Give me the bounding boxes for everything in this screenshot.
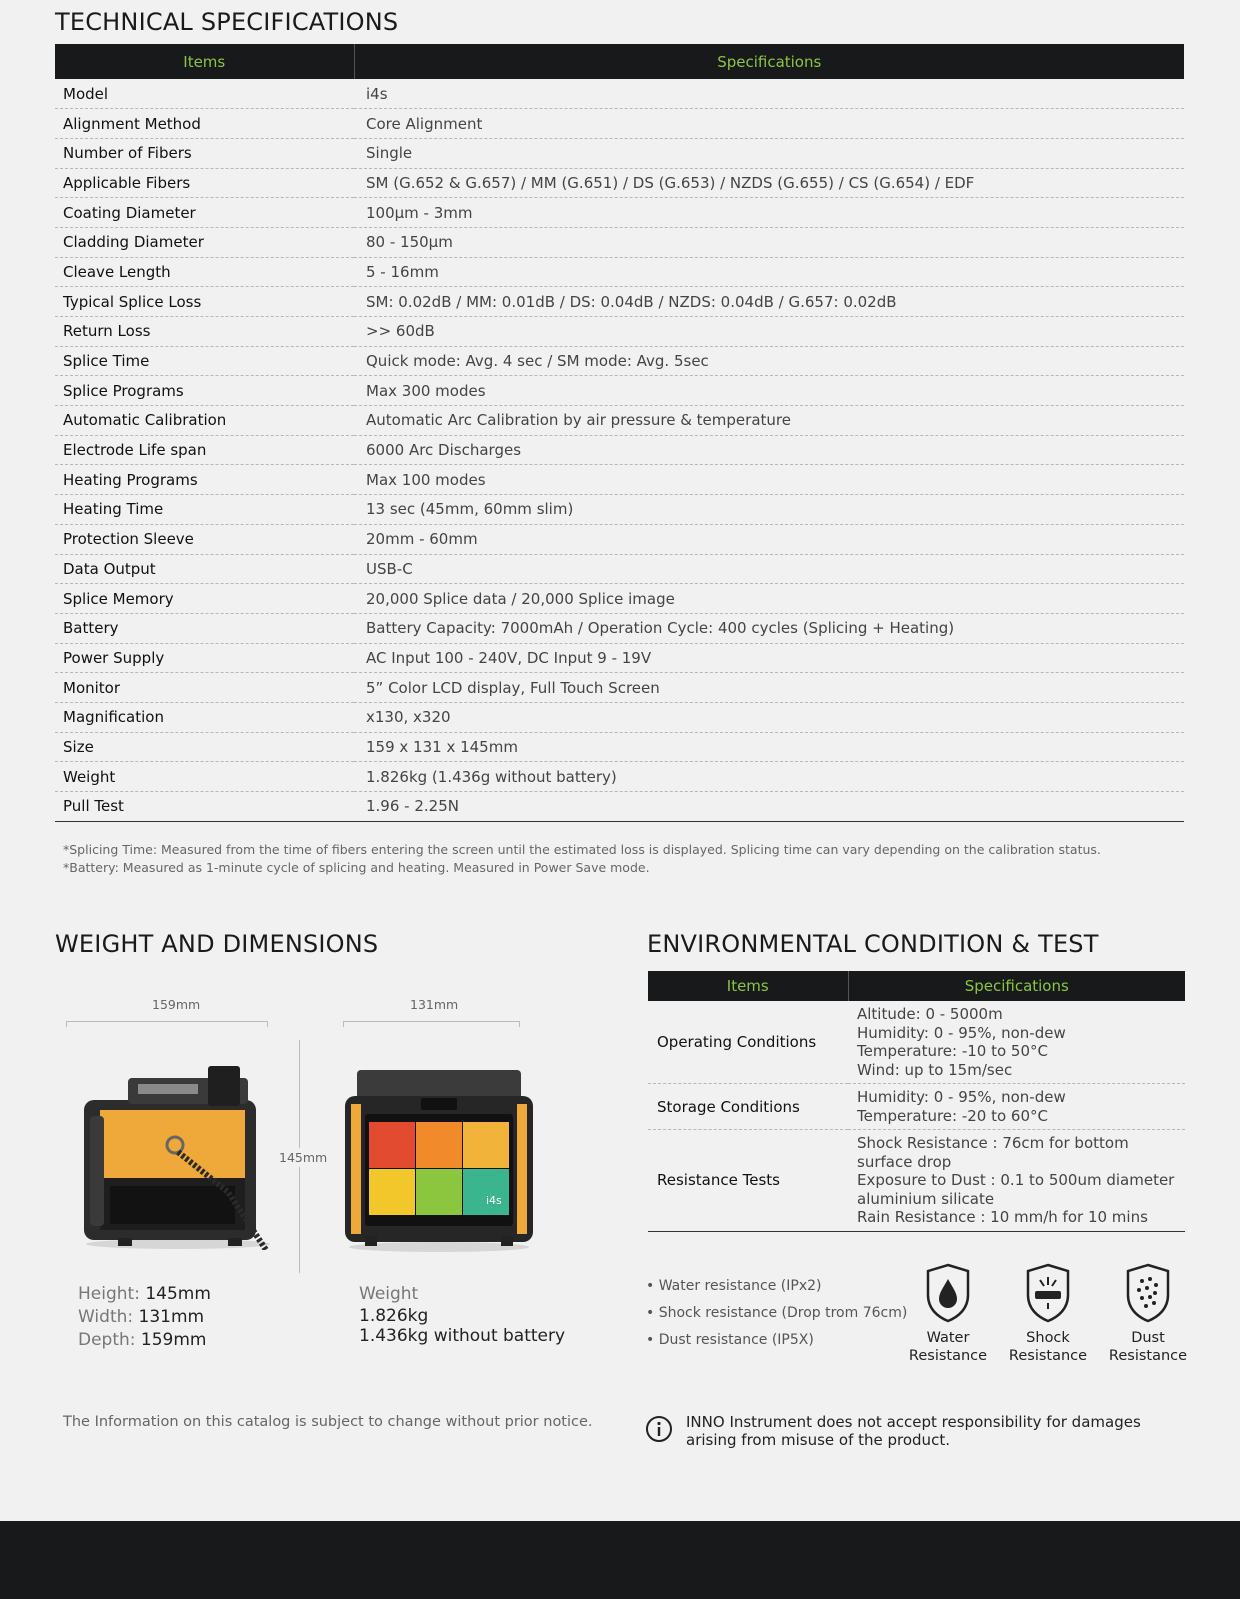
spec-item-label: Heating Time	[55, 495, 354, 525]
spec-item-value: 5” Color LCD display, Full Touch Screen	[354, 673, 1184, 703]
water-badge-line1: Water	[926, 1330, 970, 1346]
spec-item-value: Max 100 modes	[354, 465, 1184, 495]
weight-label: Weight	[359, 1284, 419, 1304]
width-label: Width:	[78, 1307, 134, 1327]
screen-logo-text: i4s	[486, 1194, 502, 1207]
spec-table-header	[55, 44, 1184, 79]
spec-item-label: Heating Programs	[55, 465, 354, 495]
spec-item-value: 13 sec (45mm, 60mm slim)	[354, 495, 1184, 525]
env-item-label: Resistance Tests	[648, 1130, 848, 1232]
weight-dimensions-title: WEIGHT AND DIMENSIONS	[55, 930, 379, 958]
spec-row	[55, 465, 1184, 495]
spec-item-value: x130, x320	[354, 702, 1184, 732]
depth-value: 159mm	[140, 1330, 207, 1350]
spec-row	[55, 584, 1184, 614]
bullet-water: • Water resistance (IPx2)	[646, 1278, 822, 1294]
env-value-line: Humidity: 0 - 95%, non-dew	[857, 1088, 1066, 1106]
width-dimension-line	[343, 1021, 520, 1022]
dust-icon	[1125, 1263, 1171, 1323]
spec-row	[55, 287, 1184, 317]
spec-row	[55, 257, 1184, 287]
env-row	[648, 1130, 1185, 1232]
spec-row	[55, 732, 1184, 762]
footer-bar	[0, 1521, 1240, 1599]
spec-row	[55, 643, 1184, 673]
spec-item-label: Cleave Length	[55, 257, 354, 287]
bullet-dust: • Dust resistance (IP5X)	[646, 1332, 814, 1348]
env-item-value	[848, 1084, 1185, 1130]
spec-item-value: i4s	[354, 79, 1184, 109]
spec-item-value: 20mm - 60mm	[354, 524, 1184, 554]
env-item-value	[848, 1001, 1185, 1084]
spec-row	[55, 317, 1184, 347]
device-side-view-image	[78, 1060, 283, 1250]
depth-dimension-line	[66, 1021, 268, 1022]
spec-item-value: 6000 Arc Discharges	[354, 435, 1184, 465]
spec-row	[55, 524, 1184, 554]
spec-row	[55, 168, 1184, 198]
spec-item-value: 20,000 Splice data / 20,000 Splice image	[354, 584, 1184, 614]
spec-item-label: Power Supply	[55, 643, 354, 673]
spec-item-label: Alignment Method	[55, 109, 354, 139]
depth-stat	[78, 1329, 207, 1352]
spec-row	[55, 762, 1184, 792]
environment-table	[648, 971, 1185, 1232]
spec-row	[55, 198, 1184, 228]
spec-item-label: Pull Test	[55, 792, 354, 822]
spec-item-label: Splice Memory	[55, 584, 354, 614]
spec-item-value: Max 300 modes	[354, 376, 1184, 406]
spec-item-label: Size	[55, 732, 354, 762]
col-specs-header: Specifications	[354, 44, 1184, 79]
shock-badge-line2: Resistance	[1008, 1348, 1088, 1364]
dust-resistance-badge	[1103, 1263, 1193, 1365]
spec-row	[55, 138, 1184, 168]
spec-item-value: 1.826kg (1.436g without battery)	[354, 762, 1184, 792]
weight-value: 1.826kg	[359, 1306, 429, 1326]
environmental-title: ENVIRONMENTAL CONDITION & TEST	[647, 930, 1099, 958]
spec-item-label: Coating Diameter	[55, 198, 354, 228]
spec-item-value: Quick mode: Avg. 4 sec / SM mode: Avg. 5sec	[354, 346, 1184, 376]
spec-item-label: Protection Sleeve	[55, 524, 354, 554]
tech-spec-title: TECHNICAL SPECIFICATIONS	[55, 8, 399, 36]
spec-row	[55, 792, 1184, 822]
shock-badge-line1: Shock	[1026, 1330, 1070, 1346]
water-resistance-badge	[903, 1263, 993, 1365]
spec-row	[55, 435, 1184, 465]
spec-item-label: Weight	[55, 762, 354, 792]
width-stat	[78, 1306, 204, 1329]
env-value-line: Wind: up to 15m/sec	[857, 1060, 1013, 1079]
spec-item-value: SM: 0.02dB / MM: 0.01dB / DS: 0.04dB / NZDS: 0.04dB / G.657: 0.02dB	[354, 287, 1184, 317]
spec-item-value: 80 - 150μm	[354, 227, 1184, 257]
spec-row	[55, 702, 1184, 732]
spec-item-label: Battery	[55, 613, 354, 643]
shock-icon	[1025, 1263, 1071, 1323]
spec-item-value: 5 - 16mm	[354, 257, 1184, 287]
env-value-line: Shock Resistance : 76cm for bottom surface drop	[857, 1134, 1129, 1171]
env-row	[648, 1084, 1185, 1130]
battery-note: *Battery: Measured as 1-minute cycle of splicing and heating. Measured in Power Save mode.	[63, 860, 650, 875]
spec-item-value: Automatic Arc Calibration by air pressure & temperature	[354, 406, 1184, 436]
spec-row	[55, 673, 1184, 703]
spec-item-label: Electrode Life span	[55, 435, 354, 465]
height-dimension-label: 145mm	[279, 1150, 328, 1165]
spec-item-value: 159 x 131 x 145mm	[354, 732, 1184, 762]
spec-item-label: Monitor	[55, 673, 354, 703]
spec-item-label: Number of Fibers	[55, 138, 354, 168]
weight-without-battery: 1.436kg without battery	[359, 1326, 566, 1346]
device-front-view-image	[343, 1070, 535, 1252]
spec-row	[55, 346, 1184, 376]
height-label: Height:	[78, 1284, 140, 1304]
env-item-label: Storage Conditions	[648, 1084, 848, 1130]
responsibility-disclaimer: INNO Instrument does not accept responsibility for damages arising from misuse of the product.	[686, 1413, 1141, 1449]
width-value: 131mm	[138, 1307, 205, 1327]
env-item-value	[848, 1130, 1185, 1232]
depth-dimension-label: 159mm	[152, 997, 201, 1012]
spec-table	[55, 44, 1184, 822]
height-value: 145mm	[145, 1284, 211, 1304]
env-item-label: Operating Conditions	[648, 1001, 848, 1084]
env-value-line: Humidity: 0 - 95%, non-dew	[857, 1023, 1066, 1042]
spec-row	[55, 406, 1184, 436]
height-stat	[78, 1283, 211, 1306]
spec-item-value: 100μm - 3mm	[354, 198, 1184, 228]
spec-item-value: Battery Capacity: 7000mAh / Operation Cycle: 400 cycles (Splicing + Heating)	[354, 613, 1184, 643]
spec-item-label: Splice Time	[55, 346, 354, 376]
width-dimension-label: 131mm	[410, 997, 459, 1012]
spec-item-label: Splice Programs	[55, 376, 354, 406]
env-value-line: Altitude: 0 - 5000m	[857, 1005, 1003, 1023]
spec-row	[55, 79, 1184, 109]
dust-badge-line1: Dust	[1131, 1330, 1165, 1346]
env-value-line: Temperature: -10 to 50°C	[857, 1042, 1048, 1060]
env-table-header	[648, 971, 1185, 1001]
env-value-line: Rain Resistance : 10 mm/h for 10 mins	[857, 1208, 1148, 1226]
env-row	[648, 1001, 1185, 1084]
spec-item-label: Model	[55, 79, 354, 109]
spec-item-label: Magnification	[55, 702, 354, 732]
spec-item-value: Core Alignment	[354, 109, 1184, 139]
info-icon	[645, 1415, 673, 1443]
col-items-header: Items	[55, 44, 354, 79]
spec-item-label: Return Loss	[55, 317, 354, 347]
spec-item-value: SM (G.652 & G.657) / MM (G.651) / DS (G.653) / NZDS (G.655) / CS (G.654) / EDF	[354, 168, 1184, 198]
dust-badge-line2: Resistance	[1108, 1348, 1188, 1364]
env-col-specs-header: Specifications	[848, 971, 1185, 1001]
spec-item-label: Automatic Calibration	[55, 406, 354, 436]
spec-row	[55, 613, 1184, 643]
env-col-items-header: Items	[648, 971, 848, 1001]
spec-row	[55, 227, 1184, 257]
spec-item-value: USB-C	[354, 554, 1184, 584]
env-value-line: Exposure to Dust : 0.1 to 500um diameter aluminium silicate	[857, 1171, 1175, 1208]
depth-label: Depth:	[78, 1330, 136, 1350]
spec-row	[55, 495, 1184, 525]
env-value-line: Temperature: -20 to 60°C	[857, 1106, 1048, 1125]
spec-item-label: Data Output	[55, 554, 354, 584]
spec-row	[55, 376, 1184, 406]
spec-item-label: Applicable Fibers	[55, 168, 354, 198]
spec-item-value: Single	[354, 138, 1184, 168]
spec-item-label: Typical Splice Loss	[55, 287, 354, 317]
spec-item-value: 1.96 - 2.25N	[354, 792, 1184, 822]
bullet-shock: • Shock resistance (Drop trom 76cm)	[646, 1305, 908, 1321]
spec-item-label: Cladding Diameter	[55, 227, 354, 257]
shock-resistance-badge	[1003, 1263, 1093, 1365]
spec-item-value: AC Input 100 - 240V, DC Input 9 - 19V	[354, 643, 1184, 673]
spec-item-value: >> 60dB	[354, 317, 1184, 347]
water-badge-line2: Resistance	[908, 1348, 988, 1364]
catalog-notice: The Information on this catalog is subject to change without prior notice.	[63, 1414, 593, 1430]
spec-row	[55, 109, 1184, 139]
spec-row	[55, 554, 1184, 584]
water-drop-icon	[925, 1263, 971, 1323]
splicing-time-note: *Splicing Time: Measured from the time of fibers entering the screen until the estimated loss is displayed. Splicing time can vary depending on the calibration status.	[63, 842, 1101, 857]
